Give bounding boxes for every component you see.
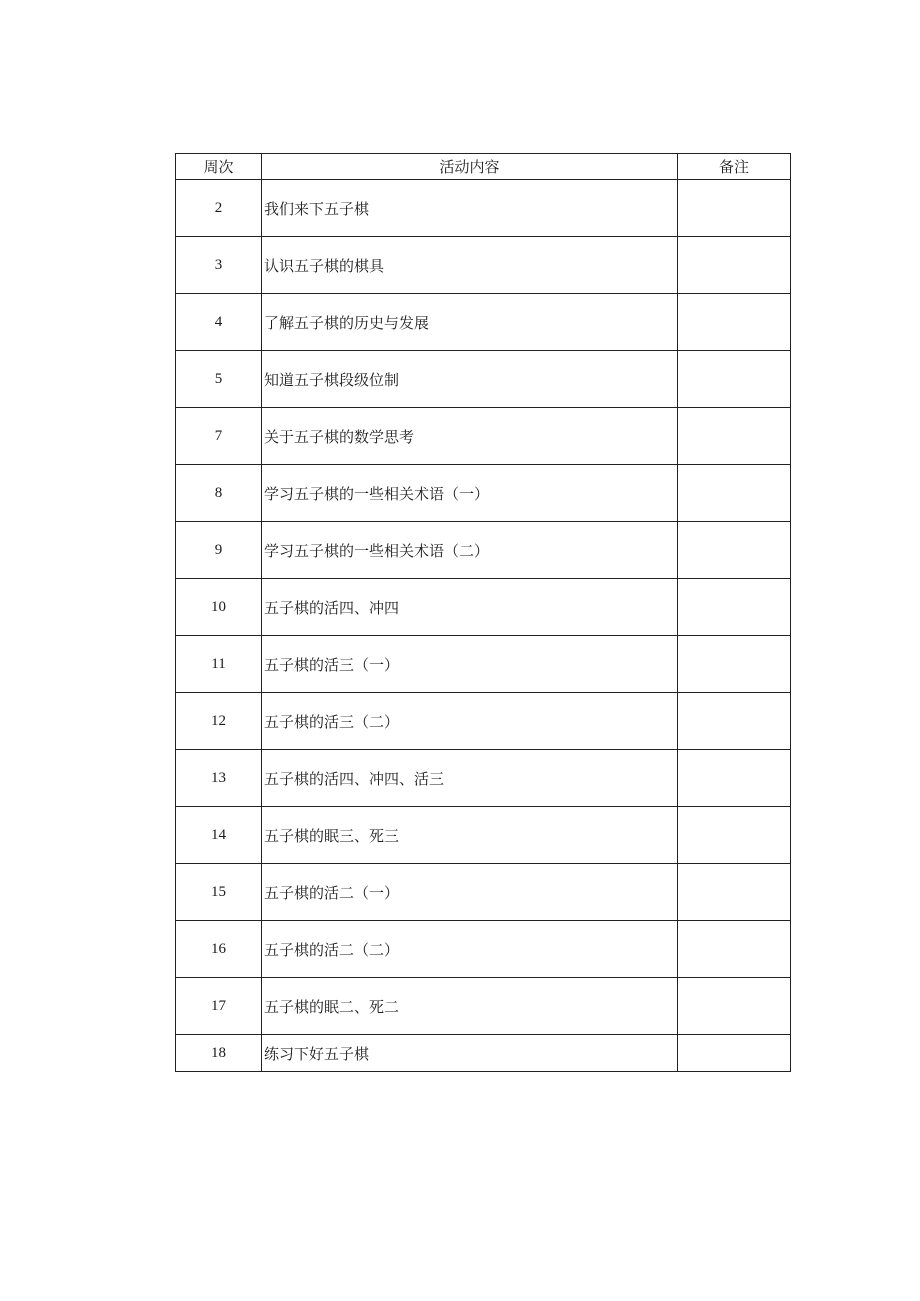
table-row [176, 351, 791, 408]
table-row [176, 237, 791, 294]
table-header-row [176, 154, 791, 180]
content-cell: 我们来下五子棋 [262, 180, 678, 237]
table-row [176, 636, 791, 693]
note-cell [678, 978, 791, 1035]
table-row [176, 465, 791, 522]
table-row [176, 978, 791, 1035]
week-cell: 14 [176, 807, 262, 864]
note-cell [678, 693, 791, 750]
week-cell: 18 [176, 1035, 262, 1072]
table-row [176, 180, 791, 237]
week-cell: 17 [176, 978, 262, 1035]
note-cell [678, 807, 791, 864]
content-cell: 五子棋的眠二、死二 [262, 978, 678, 1035]
note-cell [678, 921, 791, 978]
table-row [176, 921, 791, 978]
week-cell: 8 [176, 465, 262, 522]
header-content: 活动内容 [262, 154, 678, 180]
note-cell [678, 351, 791, 408]
table-row [176, 807, 791, 864]
content-cell: 练习下好五子棋 [262, 1035, 678, 1072]
week-cell: 13 [176, 750, 262, 807]
note-cell [678, 522, 791, 579]
table-row [176, 408, 791, 465]
week-cell: 15 [176, 864, 262, 921]
week-cell: 3 [176, 237, 262, 294]
table-row [176, 693, 791, 750]
note-cell [678, 180, 791, 237]
table-row [176, 1035, 791, 1072]
content-cell: 五子棋的活二（二） [262, 921, 678, 978]
table-row [176, 864, 791, 921]
note-cell [678, 864, 791, 921]
content-cell: 五子棋的活四、冲四、活三 [262, 750, 678, 807]
week-cell: 16 [176, 921, 262, 978]
content-cell: 认识五子棋的棋具 [262, 237, 678, 294]
note-cell [678, 465, 791, 522]
week-cell: 2 [176, 180, 262, 237]
note-cell [678, 1035, 791, 1072]
week-cell: 5 [176, 351, 262, 408]
week-cell: 11 [176, 636, 262, 693]
table-row [176, 294, 791, 351]
content-cell: 五子棋的活二（一） [262, 864, 678, 921]
content-cell: 五子棋的眠三、死三 [262, 807, 678, 864]
week-cell: 10 [176, 579, 262, 636]
activity-schedule-table [175, 153, 791, 1072]
header-note: 备注 [678, 154, 791, 180]
week-cell: 12 [176, 693, 262, 750]
content-cell: 关于五子棋的数学思考 [262, 408, 678, 465]
week-cell: 9 [176, 522, 262, 579]
table-row [176, 522, 791, 579]
content-cell: 五子棋的活四、冲四 [262, 579, 678, 636]
week-cell: 4 [176, 294, 262, 351]
week-cell: 7 [176, 408, 262, 465]
content-cell: 五子棋的活三（一） [262, 636, 678, 693]
content-cell: 学习五子棋的一些相关术语（一） [262, 465, 678, 522]
table-row [176, 750, 791, 807]
header-week: 周次 [176, 154, 262, 180]
note-cell [678, 579, 791, 636]
table-row [176, 579, 791, 636]
note-cell [678, 237, 791, 294]
content-cell: 五子棋的活三（二） [262, 693, 678, 750]
content-cell: 知道五子棋段级位制 [262, 351, 678, 408]
note-cell [678, 294, 791, 351]
note-cell [678, 636, 791, 693]
note-cell [678, 750, 791, 807]
content-cell: 学习五子棋的一些相关术语（二） [262, 522, 678, 579]
note-cell [678, 408, 791, 465]
content-cell: 了解五子棋的历史与发展 [262, 294, 678, 351]
